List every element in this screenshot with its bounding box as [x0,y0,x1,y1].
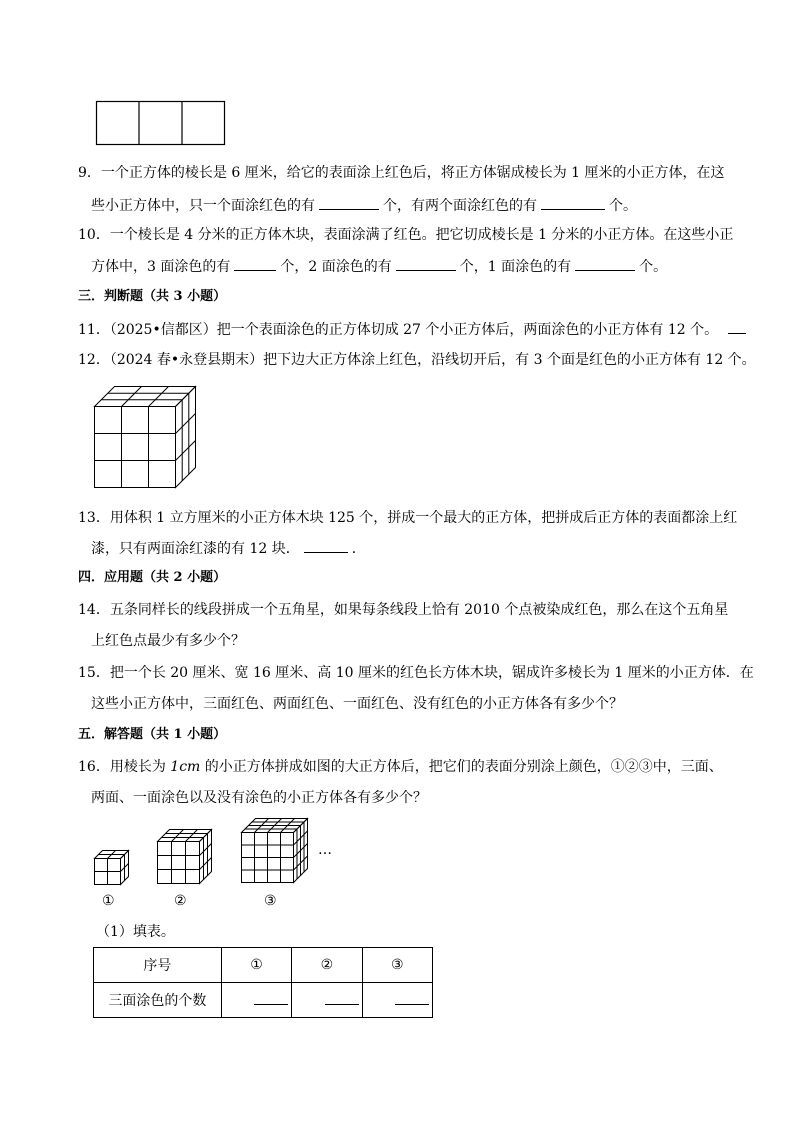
q10-text-b: 个，2 面涂色的有 [280,259,392,275]
q16-sub1: （1）填表。 [96,924,175,940]
cube-3x3-figure [94,386,198,492]
section-5-heading: 五．解答题（共 1 小题） [78,727,227,742]
q9-text-c: 个。 [609,198,637,214]
q16-text-b: 的小正方体拼成如图的大正方体后，把它们的表面分别涂上颜色，①②③中，三面、 [204,759,723,775]
cube-4x4-figure [241,818,309,884]
q11-line [78,319,750,340]
q10-text-c: 个，1 面涂色的有 [459,259,572,275]
table-row-label: 三面涂色的个数 [94,983,222,1018]
q14-line2: 上红色点最少有多少个？ [91,633,245,649]
q10-line1: 10．一个棱长是 4 分米的正方体木块，表面涂满了红色。把它切成棱长是 1 分米的小正方体。在这些小正 [78,227,734,243]
section-4-heading: 四．应用题（共 2 小题） [78,570,227,585]
q13-line1: 13．用体积 1 立方厘米的小正方体木块 125 个，拼成一个最大的正方体，把拼成后正方体的表面都涂上红 [78,510,738,526]
q16-unit: 1cm [170,759,201,775]
table-cell-blank[interactable] [362,983,432,1018]
q13-line2 [91,538,366,559]
q15-line2: 这些小正方体中，三面红色、两面红色、一面红色、没有红色的小正方体各有多少个？ [91,696,623,712]
table-cell-blank[interactable] [292,983,362,1018]
q10-line2 [91,256,667,277]
table-header-cell: ③ [362,948,432,983]
fill-table [93,947,433,1018]
table-row [94,983,433,1018]
q11-blank[interactable] [728,319,746,334]
q9-text-a: 些小正方体中，只一个面涂红色的有 [91,198,315,214]
q9-blank-1[interactable] [319,195,379,210]
q13-text-b: ． [351,541,366,557]
table-header-cell: 序号 [94,948,222,983]
figure-label-2: ② [174,893,187,909]
table-header-cell: ① [221,948,291,983]
section-3-heading: 三．判断题（共 3 小题） [78,289,227,304]
q16-text-a: 16．用棱长为 [78,759,166,775]
q16-line2: 两面、一面涂色以及没有涂色的小正方体各有多少个？ [91,790,427,806]
q12-line: 12．（2024 春•永登县期末）把下边大正方体涂上红色，沿线切开后，有 3 个面是红色的小正方体有 12 个。 [78,352,756,368]
q14-line1: 14．五条同样长的线段拼成一个五角星，如果每条线段上恰有 2010 个点被染成红色，那么在这个五角星 [78,602,729,618]
q10-blank-2[interactable] [396,256,456,271]
q9-line1: 9．一个正方体的棱长是 6 厘米，给它的表面涂上红色后，将正方体锯成棱长为 1 厘米的小正方体，在这 [78,165,725,181]
q10-blank-1[interactable] [234,256,276,271]
table-header-row [94,948,433,983]
q9-blank-2[interactable] [541,195,605,210]
q10-text-d: 个。 [639,259,668,275]
q9-line2 [91,195,637,216]
table-cell-blank[interactable] [221,983,291,1018]
q13-blank[interactable] [304,538,348,553]
table-header-cell: ② [292,948,362,983]
q10-blank-3[interactable] [575,256,635,271]
q11-text: 11．（2025•信都区）把一个表面涂色的正方体切成 27 个小正方体后，两面涂色的小正方体有 12 个。 [78,322,719,338]
q13-text-a: 漆，只有两面涂红漆的有 12 块． [91,541,300,557]
q16-line1 [78,757,723,777]
figures-ellipsis: … [318,842,332,858]
q15-line1: 15．把一个长 20 厘米、宽 16 厘米、高 10 厘米的红色长方体木块，锯成许多棱长为 1 厘米的小正方体．在 [78,665,754,681]
cube-2x2-figure [94,850,130,886]
q10-text-a: 方体中，3 面涂色的有 [91,259,231,275]
cube-3x3-small-figure [157,829,215,885]
figure-label-1: ① [102,893,115,909]
three-squares-figure [96,101,226,147]
q9-text-b: 个，有两个面涂红色的有 [383,198,537,214]
figure-label-3: ③ [264,893,277,909]
